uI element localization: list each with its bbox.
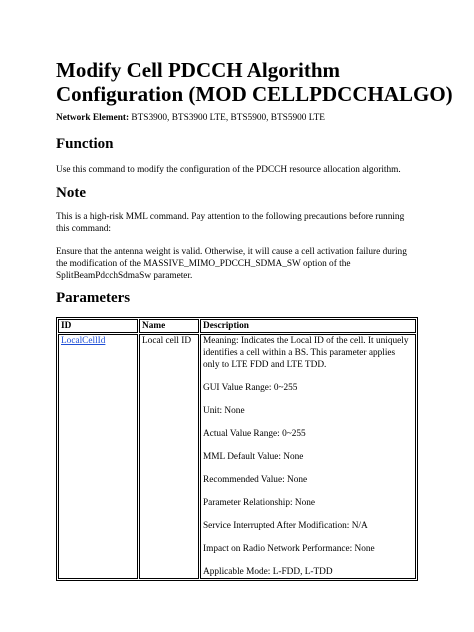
page-title: Modify Cell PDCCH Algorithm Configuration (MOD CELLPDCCHALGO) (56, 58, 453, 106)
table-row (58, 334, 416, 579)
function-heading: Function (56, 136, 114, 152)
desc-impact-radio-network: Impact on Radio Network Performance: None (203, 544, 375, 554)
note-paragraph-2: Ensure that the antenna weight is valid. Otherwise, it will cause a cell activation failure during the modification of the MASSIVE_MIMO_PDCCH_SDMA_SW option of the SplitBeamPdcchSdmaSw parameter. (56, 247, 407, 281)
note-heading: Note (56, 185, 86, 201)
column-header-id: ID (58, 319, 138, 333)
desc-meaning: Meaning: Indicates the Local ID of the cell. It uniquely identifies a cell within a BS. This parameter applies only to LTE FDD and LTE TDD. (203, 336, 409, 370)
desc-service-interrupted: Service Interrupted After Modification: N/A (203, 521, 368, 531)
desc-parameter-relationship: Parameter Relationship: None (203, 498, 316, 508)
desc-actual-value-range: Actual Value Range: 0~255 (203, 429, 306, 439)
function-text: Use this command to modify the configuration of the PDCCH resource allocation algorithm. (56, 165, 401, 175)
table-header-row (58, 319, 416, 333)
desc-unit: Unit: None (203, 406, 245, 416)
param-id-cell (58, 334, 138, 579)
parameters-table (56, 317, 418, 581)
network-element-line (56, 112, 325, 124)
param-description-cell (200, 334, 416, 579)
network-element-value: BTS3900, BTS3900 LTE, BTS5900, BTS5900 LTE (131, 113, 325, 123)
desc-recommended-value: Recommended Value: None (203, 475, 308, 485)
param-id-link[interactable]: LocalCellId (61, 336, 106, 346)
column-header-name: Name (139, 319, 199, 333)
column-header-description: Description (200, 319, 416, 333)
network-element-label: Network Element: (56, 113, 130, 123)
parameters-heading: Parameters (56, 290, 131, 306)
desc-mml-default-value: MML Default Value: None (203, 452, 304, 462)
desc-gui-value-range: GUI Value Range: 0~255 (203, 383, 298, 393)
note-paragraph-1: This is a high-risk MML command. Pay attention to the following precautions before running this command: (56, 212, 405, 234)
desc-applicable-mode: Applicable Mode: L-FDD, L-TDD (203, 567, 333, 577)
param-name-cell: Local cell ID (139, 334, 199, 579)
